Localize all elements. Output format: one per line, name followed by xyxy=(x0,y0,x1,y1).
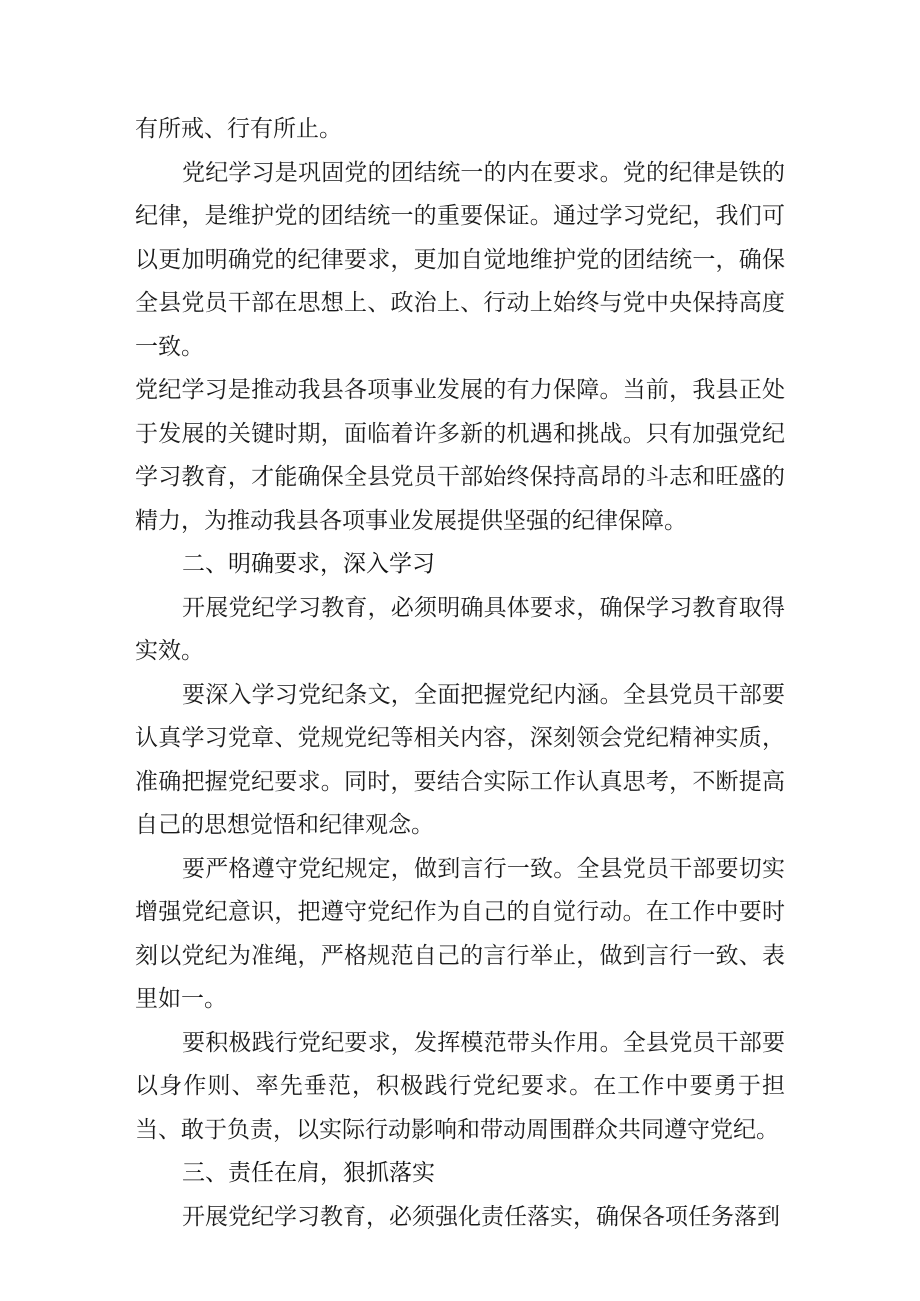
paragraph-responsibility-intro: 开展党纪学习教育，必须强化责任落实，确保各项任务落到 xyxy=(182,1203,780,1230)
section-heading-3: 三、责任在肩，狠抓落实 xyxy=(182,1160,435,1186)
document-body xyxy=(135,108,785,1239)
paragraph-unity: 党纪学习是巩固党的团结统一的内在要求。党的纪律是铁的纪律，是维护党的团结统一的重要保证。通过学习党纪，我们可以更加明确党的纪律要求，更加自觉地维护党的团结统一，确保全县党员干部在思想上、政治上、行动上始终与党中央保持高度一致。 xyxy=(135,159,785,360)
section-heading-2: 二、明确要求，深入学习 xyxy=(182,551,435,577)
paragraph-practice-requirements: 要积极践行党纪要求，发挥模范带头作用。全县党员干部要以身作则、率先垂范，积极践行党纪要求。在工作中要勇于担当、敢于负责，以实际行动影响和带动周围群众共同遵守党纪。 xyxy=(135,1029,785,1143)
paragraph-requirements-intro: 开展党纪学习教育，必须明确具体要求，确保学习教育取得实效。 xyxy=(135,594,785,664)
paragraph-observe-rules: 要严格遵守党纪规定，做到言行一致。全县党员干部要切实增强党纪意识，把遵守党纪作为自己的自觉行动。在工作中要时刻以党纪为准绳，严格规范自己的言行举止，做到言行一致、表里如一。 xyxy=(135,855,785,1012)
paragraph-guarantee: 党纪学习是推动我县各项事业发展的有力保障。当前，我县正处于发展的关键时期，面临着许多新的机遇和挑战。只有加强党纪学习教育，才能确保全县党员干部始终保持高昂的斗志和旺盛的精力，为推动我县各项事业发展提供坚强的纪律保障。 xyxy=(135,377,785,534)
paragraph-study-articles: 要深入学习党纪条文，全面把握党纪内涵。全县党员干部要认真学习党章、党规党纪等相关内容，深刻领会党纪精神实质，准确把握党纪要求。同时，要结合实际工作认真思考，不断提高自己的思想觉悟和纪律观念。 xyxy=(135,681,785,838)
paragraph-continuation: 有所戒、行有所止。 xyxy=(135,116,342,142)
